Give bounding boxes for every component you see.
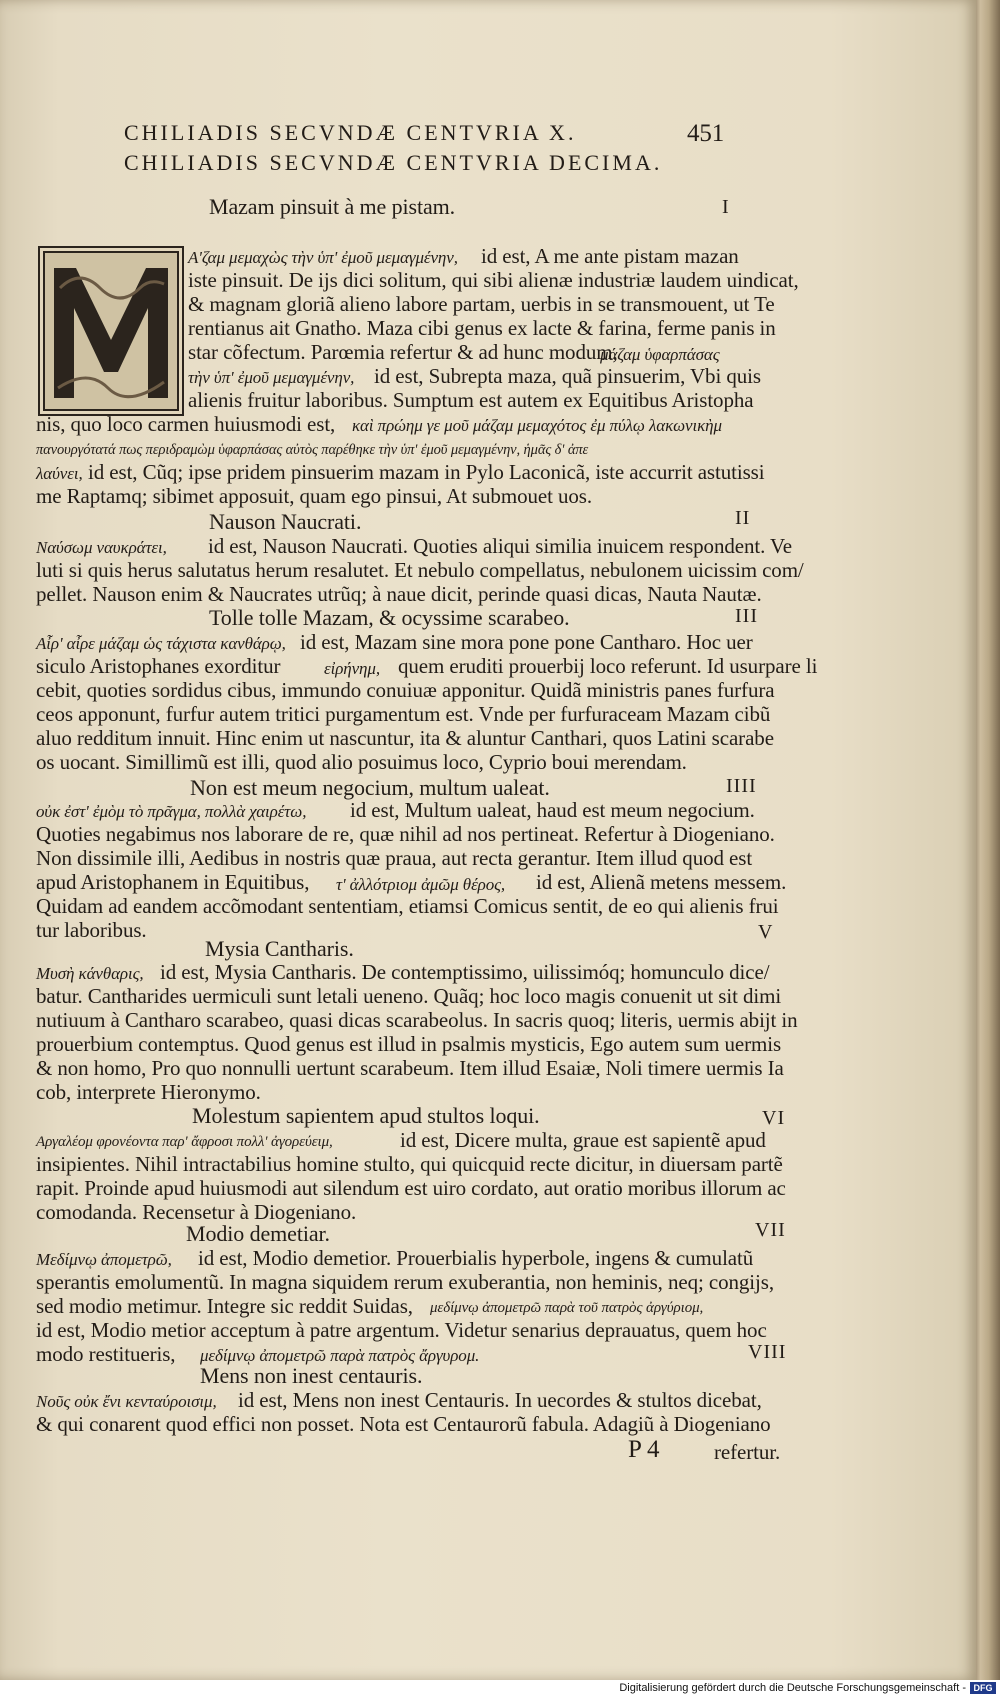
greek-quote: μάζαμ ὑφαρπάσας <box>600 345 720 364</box>
body-line: Quidam ad eandem accõmodant sententiam, etiamsi Comicus sentit, de eo qui alienis frui <box>36 894 779 918</box>
adage-title-6: Molestum sapientem apud stultos loqui. <box>192 1103 540 1128</box>
adage-number-5: V <box>758 921 774 943</box>
body-line: id est, Modio demetior. Prouerbialis hyperbole, ingens & cumulatũ <box>198 1246 754 1270</box>
body-line: Quoties negabimus nos laborare de re, quæ nihil ad nos pertineat. Refertur à Diogeniano. <box>36 822 775 846</box>
greek-quote: πανουργότατά πως περιδραμὼμ ὑφαρπάσας αὐτὸς παρέθηκε τὴν ὑπ' ἐμοῦ μεμαγμένην, ἡμᾶς δ' ἀπε <box>36 442 589 458</box>
body-line: sperantis emolumentũ. In magna siquidem rerum exuberantia, non heminis, neq; congijs, <box>36 1270 774 1294</box>
body-line: me Raptamq; sibimet apposuit, quam ego pinsui, At submouet uos. <box>36 484 592 508</box>
body-line: alienis fruitur laboribus. Sumptum est autem ex Equitibus Aristopha <box>188 388 754 412</box>
digitization-footer <box>0 1680 1000 1696</box>
body-line: comodanda. Recensetur à Diogeniano. <box>36 1200 357 1224</box>
running-head: CHILIADIS SECVNDÆ CENTVRIA X. <box>124 120 577 145</box>
greek-quote: Αἶρ' αἶρε μάζαμ ὡς τάχιστα κανθάρῳ, <box>36 634 286 653</box>
body-line: Non dissimile illi, Aedibus in nostris quæ praua, aut recta gerantur. Item illud quod est <box>36 846 753 870</box>
greek-quote: Μυσὴ κάνθαρις, <box>36 964 144 983</box>
body-line: siculo Aristophanes exorditur <box>36 654 281 678</box>
body-line: prouerbium contemptus. Quod genus est illud in psalmis mysticis, Ego autem sum uermis <box>36 1032 782 1056</box>
footer-credit-text: Digitalisierung gefördert durch die Deutsche Forschungsgemeinschaft - <box>619 1682 966 1694</box>
book-edge <box>972 0 1000 1680</box>
body-line: id est, Mazam sine mora pone pone Cantharo. Hoc uer <box>300 630 753 654</box>
body-line: id est, Multum ualeat, haud est meum negocium. <box>350 798 755 822</box>
greek-quote: τ' ἀλλότριομ ἀμῶμ θέρος, <box>336 875 506 894</box>
body-line: cob, interprete Hieronymo. <box>36 1080 261 1104</box>
body-line: & magnam gloriã alieno labore partam, uerbis in se transmouent, ut Te <box>188 292 775 316</box>
greek-quote: λαύνει, <box>36 464 83 483</box>
greek-quote: τὴν ὑπ' ἐμοῦ μεμαγμένην, <box>188 368 355 387</box>
adage-number-2: II <box>735 507 751 529</box>
adage-title-2: Nauson Naucrati. <box>209 509 362 534</box>
body-line: id est, Mens non inest Centauris. In uecordes & stultos dicebat, <box>238 1388 762 1412</box>
catchword: refertur. <box>714 1440 781 1464</box>
adage-number-3: III <box>735 605 758 627</box>
body-line: id est, A me ante pistam mazan <box>481 244 739 268</box>
body-line: id est, Modio metior acceptum à patre argentum. Videtur senarius deprauatus, quem hoc <box>36 1318 767 1342</box>
greek-quote: Μεδίμνῳ ἀπομετρῶ, <box>36 1250 172 1269</box>
chapter-title: CHILIADIS SECVNDÆ CENTVRIA DECIMA. <box>124 150 663 175</box>
body-line: sed modio metimur. Integre sic reddit Suidas, <box>36 1294 413 1318</box>
signature-mark: P 4 <box>628 1436 660 1463</box>
greek-quote: οὐκ ἐστ' ἐμὸμ τὸ πρᾶγμα, πολλὰ χαιρέτω, <box>36 802 307 821</box>
adage-number-7: VII <box>755 1219 786 1241</box>
body-line: rapit. Proinde apud huiusmodi aut silendum est uiro cordato, aut oratio moribus illorum ac <box>36 1176 786 1200</box>
body-line: & non homo, Pro quo nonnulli uertunt scarabeum. Item illud Esaiæ, Noli timere uermis Ia <box>36 1056 784 1080</box>
greek-quote: μεδίμνῳ ἀπομετρῶ παρὰ πατρὸς ἄργυρομ. <box>200 1346 480 1365</box>
body-line: id est, Cũq; ipse pridem pinsuerim mazam in Pylo Laconicã, iste accurrit astutissi <box>88 460 765 484</box>
adage-title-7: Modio demetiar. <box>186 1221 330 1246</box>
greek-quote: μεδίμνῳ ἀπομετρῶ παρὰ τοῦ πατρὸς ἀργύριομ, <box>430 1300 704 1316</box>
page-number: 451 <box>687 120 725 147</box>
body-line: cebit, quoties sordidus cibus, immundo conuiuæ apponitur. Quidã ministris panes furfura <box>36 678 775 702</box>
greek-quote: εἰρήνημ, <box>324 659 380 678</box>
body-line: quem eruditi prouerbij loco referunt. Id usurpare li <box>398 654 818 678</box>
dfg-logo: DFG <box>970 1682 996 1694</box>
body-line: nis, quo loco carmen huiusmodi est, <box>36 412 336 436</box>
body-line: rentianus ait Gnatho. Maza cibi genus ex lacte & farina, ferme panis in <box>188 316 776 340</box>
body-line: pellet. Nauson enim & Naucrates utrũq; à naue dicit, perinde quasi dicas, Nauta Nautæ. <box>36 582 762 606</box>
body-line: apud Aristophanem in Equitibus, <box>36 870 310 894</box>
adage-title-8: Mens non inest centauris. <box>200 1363 423 1388</box>
body-line: ceos apponunt, furfur autem tritici purgamentum est. Vnde per furfuraceam Mazam cibũ <box>36 702 771 726</box>
adage-title-1: Mazam pinsuit à me pistam. <box>209 194 456 219</box>
adage-number-8: VIII <box>748 1341 787 1363</box>
greek-quote: Α'ζαμ μεμαχὼς τὴν ὑπ' ἐμοῦ μεμαγμένην, <box>188 248 458 267</box>
greek-quote: Νοῦς οὐκ ἔνι κενταύροισιμ, <box>36 1392 217 1411</box>
body-line: iste pinsuit. De ijs dici solitum, qui sibi alienæ industriæ laudem uindicat, <box>188 268 799 292</box>
body-line: insipientes. Nihil intractabilius homine stulto, qui quicquid recte dicitur, in diuersam partẽ <box>36 1152 783 1176</box>
body-line: id est, Mysia Cantharis. De contemptissimo, uilissimóq; homunculo dice/ <box>160 960 770 984</box>
adage-number-1: I <box>722 196 730 218</box>
body-line: id est, Alienã metens messem. <box>536 870 787 894</box>
greek-quote: καὶ πρώημ γε μοῦ μάζαμ μεμαχότος ἐμ πύλῳ λακωνικὴμ <box>352 416 722 435</box>
body-line: id est, Subrepta maza, quã pinsuerim, Vbi quis <box>374 364 761 388</box>
body-line: id est, Nauson Naucrati. Quoties aliqui similia inuicem respondent. Ve <box>208 534 792 558</box>
body-line: & qui conarent quod effici non posset. Nota est Centaurorũ fabula. Adagiũ à Diogeniano <box>36 1412 771 1436</box>
adage-number-6: VI <box>762 1107 786 1129</box>
body-line: os uocant. Simillimũ est illi, quod alio posuimus loco, Cyprio boui merendam. <box>36 750 687 774</box>
body-line: id est, Dicere multa, graue est sapientẽ apud <box>400 1128 766 1152</box>
adage-number-4: IIII <box>726 775 757 797</box>
body-line: star cõfectum. Parœmia refertur & ad hunc modum, <box>188 340 618 364</box>
body-line: tur laboribus. <box>36 918 147 942</box>
body-line: batur. Cantharides uermiculi sunt letali ueneno. Quãq; hoc loco magis conuenit ut sit dimi <box>36 984 782 1008</box>
adage-title-5: Mysia Cantharis. <box>205 936 354 961</box>
adage-title-4: Non est meum negocium, multum ualeat. <box>190 775 550 800</box>
body-line: aluo redditum innuit. Hinc enim ut nascuntur, ita & aluntur Canthari, quos Latini scarabe <box>36 726 774 750</box>
greek-quote: Ναύσωμ ναυκράτει, <box>36 538 167 557</box>
adage-title-3: Tolle tolle Mazam, & ocyssime scarabeo. <box>209 605 570 630</box>
body-line: modo restitueris, <box>36 1342 176 1366</box>
body-line: luti si quis herus salutatus herum resalutet. Et nebulo compellatus, nebulonem uicissim com/ <box>36 558 804 582</box>
drop-cap-m-ornament <box>38 246 184 416</box>
body-line: nutiuum à Cantharo scarabeo, quasi dicas scarabeolus. In sacris quoq; literis, uermis abijt in <box>36 1008 798 1032</box>
greek-quote: Αργαλέομ φρονέοντα παρ' ἄφροσι πολλ' ἀγορεύειμ, <box>36 1134 333 1150</box>
